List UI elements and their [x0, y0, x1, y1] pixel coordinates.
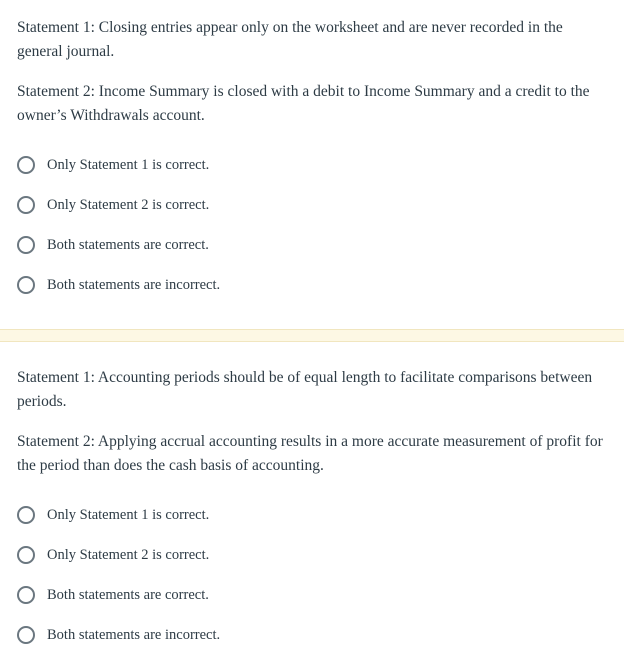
option-label: Only Statement 1 is correct. — [47, 156, 210, 173]
radio-button[interactable] — [17, 506, 35, 524]
question-2-option-1[interactable] — [17, 503, 209, 527]
radio-button[interactable] — [17, 276, 35, 294]
question-2-statement-1: Statement 1: Accounting periods should be of equal length to facilitate comparisons between periods. — [17, 369, 593, 410]
radio-button[interactable] — [17, 586, 35, 604]
radio-button[interactable] — [17, 626, 35, 644]
option-label: Only Statement 1 is correct. — [47, 506, 210, 523]
question-divider — [0, 329, 624, 342]
radio-button[interactable] — [17, 196, 35, 214]
option-label: Both statements are incorrect. — [47, 276, 221, 293]
question-2-option-2[interactable] — [17, 543, 209, 567]
question-1-option-4[interactable] — [17, 273, 220, 297]
question-1-statement-1: Statement 1: Closing entries appear only on the worksheet and are never recorded in the general journal. — [17, 19, 563, 60]
question-2-option-3[interactable] — [17, 583, 209, 607]
radio-button[interactable] — [17, 156, 35, 174]
question-1-option-3[interactable] — [17, 233, 209, 257]
option-label: Both statements are correct. — [47, 586, 209, 603]
option-label: Both statements are correct. — [47, 236, 209, 253]
option-label: Only Statement 2 is correct. — [47, 546, 210, 563]
question-1-option-2[interactable] — [17, 193, 209, 217]
option-label: Only Statement 2 is correct. — [47, 196, 210, 213]
question-1-option-1[interactable] — [17, 153, 209, 177]
radio-button[interactable] — [17, 236, 35, 254]
option-label: Both statements are incorrect. — [47, 626, 221, 643]
question-1-statement-2: Statement 2: Income Summary is closed with a debit to Income Summary and a credit to the owner’s Withdrawals account. — [17, 83, 590, 124]
radio-button[interactable] — [17, 546, 35, 564]
question-2-statement-2: Statement 2: Applying accrual accounting results in a more accurate measurement of profit for the period than does the cash basis of accounting. — [17, 433, 603, 474]
question-2-option-4[interactable] — [17, 623, 220, 647]
